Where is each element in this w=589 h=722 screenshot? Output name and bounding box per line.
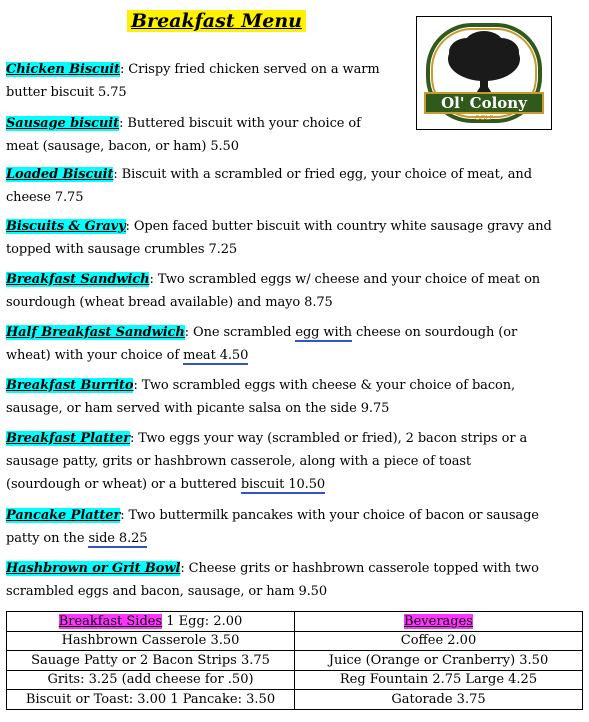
item-desc: cheese 7.75 — [6, 190, 84, 205]
menu-item — [6, 215, 584, 261]
item-desc: patty on the — [6, 531, 89, 546]
item-name: Breakfast Burrito — [6, 378, 134, 393]
item-name: Loaded Biscuit — [6, 167, 114, 182]
item-desc: : Crispy fried chicken served on a warm — [119, 62, 380, 77]
table-cell: Biscuit or Toast: 3.00 1 Pancake: 3.50 — [7, 690, 295, 710]
menu-item — [6, 58, 406, 104]
item-desc: : Two scrambled eggs w/ cheese and your choice of meat on — [149, 272, 541, 287]
menu-item — [6, 268, 584, 314]
item-desc: sourdough (wheat bread available) and mayo 8.75 — [6, 295, 333, 310]
menu-item — [6, 557, 584, 603]
item-desc: : Two scrambled eggs with cheese & your choice of bacon, — [133, 378, 516, 393]
item-desc-underlined: biscuit 10.50 — [240, 477, 326, 492]
item-desc: wheat) with your choice of — [6, 348, 184, 363]
item-name: Biscuits & Gravy — [6, 219, 126, 234]
table-row — [7, 690, 583, 710]
item-name: Pancake Platter — [6, 508, 121, 523]
menu-item — [6, 112, 406, 158]
sides-egg-price: 1 Egg: 2.00 — [162, 613, 243, 629]
item-desc: sausage patty, grits or hashbrown casserole, along with a piece of toast — [6, 454, 472, 469]
item-desc-underlined: side 8.25 — [88, 531, 148, 546]
item-name: Sausage biscuit — [6, 116, 120, 131]
menu-title: Breakfast Menu — [127, 10, 306, 32]
item-desc: : Two eggs your way (scrambled or fried), 2 bacon strips or a — [129, 431, 528, 446]
item-name: Breakfast Platter — [6, 431, 130, 446]
item-desc: topped with sausage crumbles 7.25 — [6, 242, 238, 257]
table-cell: Reg Fountain 2.75 Large 4.25 — [295, 670, 583, 690]
item-desc-underlined: egg with — [295, 325, 352, 340]
table-row — [7, 651, 583, 671]
item-desc: cheese on sourdough (or — [351, 325, 518, 340]
table-cell: Coffee 2.00 — [295, 631, 583, 651]
table-cell: Juice (Orange or Cranberry) 3.50 — [295, 651, 583, 671]
item-desc-underlined: meat 4.50 — [183, 348, 249, 363]
item-desc: (sourdough or wheat) or a buttered — [6, 477, 241, 492]
menu-item — [6, 374, 584, 420]
item-desc: meat (sausage, bacon, or ham) 5.50 — [6, 139, 239, 154]
table-cell: Sauage Patty or 2 Bacon Strips 3.75 — [7, 651, 295, 671]
table-cell: Gatorade 3.75 — [295, 690, 583, 710]
item-desc: scrambled eggs and bacon, sausage, or ham 9.50 — [6, 584, 328, 599]
menu-item — [6, 504, 584, 550]
item-desc: : Two buttermilk pancakes with your choice of bacon or sausage — [120, 508, 539, 523]
item-desc: : Cheese grits or hashbrown casserole topped with two — [180, 561, 539, 576]
table-cell — [295, 612, 583, 632]
item-desc: : Buttered biscuit with your choice of — [119, 116, 361, 131]
item-desc: : One scrambled — [184, 325, 296, 340]
menu-item — [6, 321, 584, 367]
table-cell: Hashbrown Casserole 3.50 — [7, 631, 295, 651]
table-cell — [7, 612, 295, 632]
item-name: Hashbrown or Grit Bowl — [6, 561, 181, 576]
item-desc: butter biscuit 5.75 — [6, 85, 127, 100]
tree-logo-icon — [417, 17, 551, 129]
item-name: Half Breakfast Sandwich — [6, 325, 185, 340]
logo-text: Ol' Colony — [441, 94, 527, 112]
table-row — [7, 670, 583, 690]
logo-subtext: GOLF — [474, 114, 494, 122]
table-cell: Grits: 3.25 (add cheese for .50) — [7, 670, 295, 690]
sides-beverages-table — [6, 611, 583, 710]
item-desc: sausage, or ham served with picante salsa on the side 9.75 — [6, 401, 390, 416]
item-name: Breakfast Sandwich — [6, 272, 150, 287]
beverages-header: Beverages — [404, 613, 473, 629]
ol-colony-golf-logo — [416, 16, 552, 130]
table-row — [7, 631, 583, 651]
item-name: Chicken Biscuit — [6, 62, 120, 77]
menu-item — [6, 163, 584, 209]
menu-item — [6, 427, 584, 496]
item-desc: : Biscuit with a scrambled or fried egg, your choice of meat, and — [113, 167, 532, 182]
item-desc: : Open faced butter biscuit with country white sausage gravy and — [125, 219, 552, 234]
table-row — [7, 612, 583, 632]
sides-header: Breakfast Sides — [58, 613, 163, 629]
